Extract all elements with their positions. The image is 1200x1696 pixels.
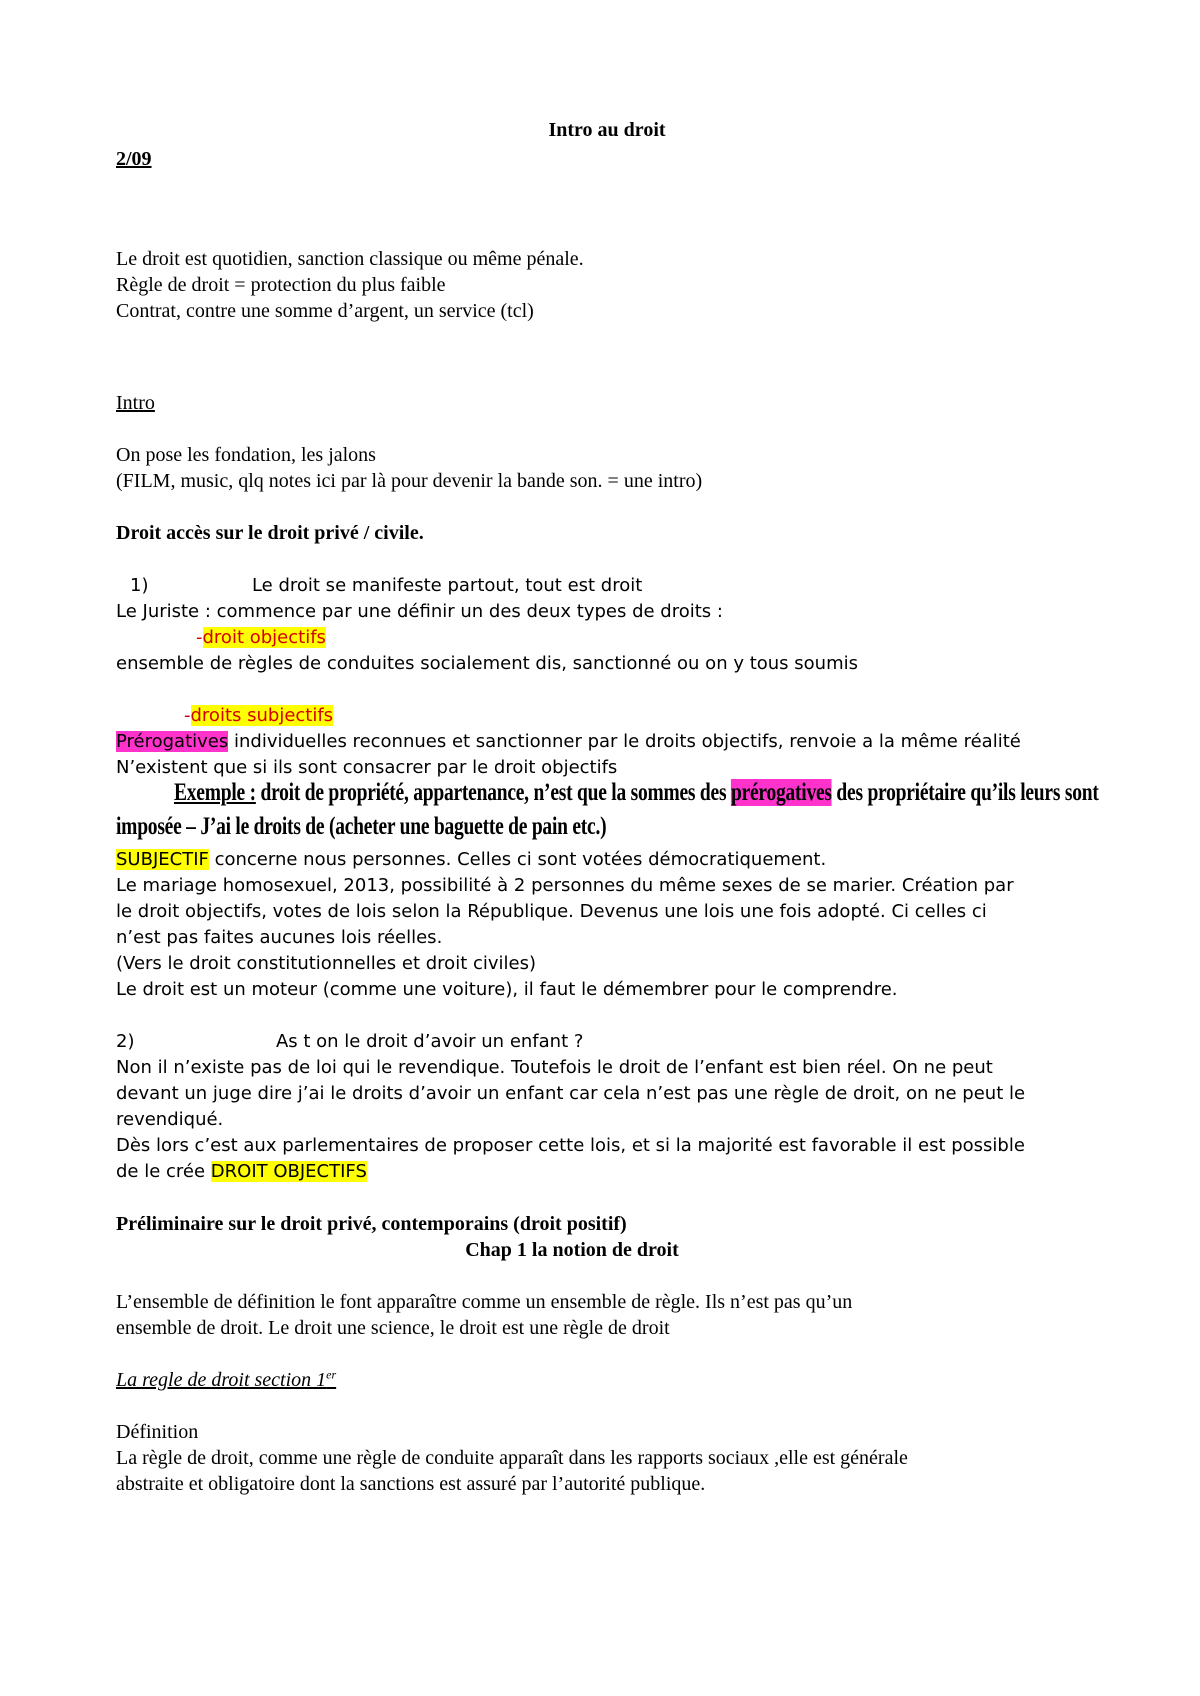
section-2-heading	[116, 1029, 583, 1055]
text-line: abstraite et obligatoire dont la sanctions est assuré par l’autorité publique.	[116, 1473, 706, 1495]
prerogatives-line: Prérogatives individuelles reconnues et sanctionner par le droits objectifs, renvoie a la même réalité	[116, 731, 1021, 752]
text-line: Dès lors c’est aux parlementaires de proposer cette lois, et si la majorité est favorable il est possible	[116, 1135, 1025, 1156]
highlight-droit-objectifs: droit objectifs	[202, 627, 326, 648]
droit-objectifs-caps-line: de le crée DROIT OBJECTIFS	[116, 1161, 367, 1182]
text-line: (Vers le droit constitutionnelles et droit civiles)	[116, 953, 536, 974]
doc-date: 2/09	[116, 148, 152, 170]
droit-objectifs-item: -droit objectifs	[196, 627, 326, 648]
text-line: Non il n’existe pas de loi qui le revendique. Toutefois le droit de l’enfant est bien réel. On ne peut	[116, 1057, 993, 1078]
definition-heading: Définition	[116, 1421, 199, 1443]
text-line: On pose les fondation, les jalons	[116, 444, 376, 466]
highlight-droits-subjectifs: droits subjectifs	[190, 705, 334, 726]
text-line: devant un juge dire j’ai le droits d’avoir un enfant car cela n’est pas une règle de droit, on ne peut le	[116, 1083, 1026, 1104]
chapter-heading: Chap 1 la notion de droit	[465, 1239, 679, 1261]
highlight-prerogatives-2: prérogatives	[730, 779, 832, 806]
example-line-1: Exemple : droit de propriété, appartenance, n’est que la sommes des prérogatives des propriétaire qu’ils leurs sont	[174, 779, 1099, 806]
text-line: le droit objectifs, votes de lois selon la République. Devenus une lois une fois adopté. Ci celles ci	[116, 901, 987, 922]
text-line: n’est pas faites aucunes lois réelles.	[116, 927, 443, 948]
section-1-heading	[130, 573, 642, 599]
text-line: N’existent que si ils sont consacrer par le droit objectifs	[116, 757, 618, 778]
text-line: L’ensemble de définition le font apparaître comme un ensemble de règle. Ils n’est pas qu’un	[116, 1291, 853, 1313]
preliminaire-heading: Préliminaire sur le droit privé, contemporains (droit positif)	[116, 1213, 627, 1235]
intro-heading: Intro	[116, 392, 155, 414]
subjectif-line: SUBJECTIF concerne nous personnes. Celles ci sont votées démocratiquement.	[116, 849, 827, 870]
highlight-subjectif: SUBJECTIF	[116, 849, 209, 870]
section-number: 1)	[130, 575, 149, 596]
text-line: Règle de droit = protection du plus faible	[116, 274, 446, 296]
text-line: Le droit est quotidien, sanction classique ou même pénale.	[116, 248, 584, 270]
text-line: ensemble de droit. Le droit une science, le droit est une règle de droit	[116, 1317, 670, 1339]
text-line: Le mariage homosexuel, 2013, possibilité à 2 personnes du même sexes de se marier. Création par	[116, 875, 1014, 896]
text-line: ensemble de règles de conduites socialement dis, sanctionné ou on y tous soumis	[116, 653, 858, 674]
text-line: La règle de droit, comme une règle de conduite apparaît dans les rapports sociaux ,elle est générale	[116, 1447, 908, 1469]
doc-title: Intro au droit	[548, 119, 666, 141]
droits-subjectifs-item: -droits subjectifs	[184, 705, 334, 726]
section-heading: La regle de droit section 1er	[116, 1367, 337, 1391]
section-title: As t on le droit d’avoir un enfant ?	[275, 1031, 584, 1052]
bold-heading: Droit accès sur le droit privé / civile.	[116, 522, 424, 544]
highlight-droit-objectifs-caps: DROIT OBJECTIFS	[210, 1161, 367, 1182]
text-line: (FILM, music, qlq notes ici par là pour devenir la bande son. = une intro)	[116, 470, 703, 492]
section-title: Le droit se manifeste partout, tout est droit	[251, 575, 643, 596]
example-label: Exemple :	[174, 779, 256, 806]
section-number: 2)	[116, 1031, 135, 1052]
text-line: Contrat, contre une somme d’argent, un service (tcl)	[116, 300, 534, 322]
text-line: Le droit est un moteur (comme une voiture), il faut le démembrer pour le comprendre.	[116, 979, 898, 1000]
text-line: Le Juriste : commence par une définir un des deux types de droits :	[116, 601, 723, 622]
highlight-prerogatives: Prérogatives	[116, 731, 229, 752]
text-line: revendiqué.	[116, 1109, 224, 1130]
example-line-2: imposée – J’ai le droits de (acheter une baguette de pain etc.)	[116, 813, 607, 840]
